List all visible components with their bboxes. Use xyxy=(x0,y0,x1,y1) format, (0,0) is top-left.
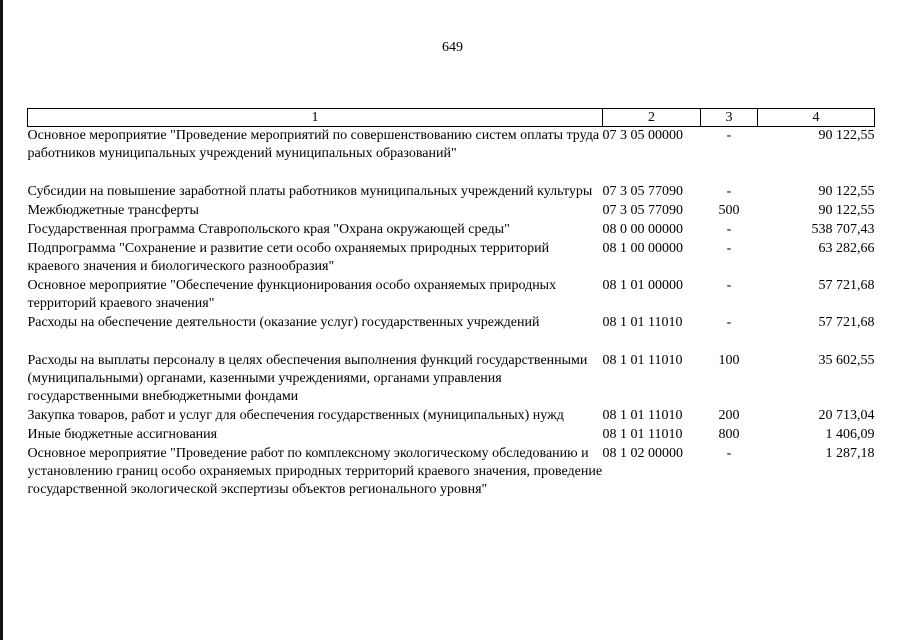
row-type: 500 xyxy=(718,203,740,218)
row-code: 07 3 05 77090 xyxy=(602,184,683,199)
row-amount: 57 721,68 xyxy=(818,315,875,330)
row-amount: 57 721,68 xyxy=(818,278,875,293)
table-row xyxy=(28,240,875,277)
column-header-name: 1 xyxy=(28,109,603,127)
table-row xyxy=(28,407,875,426)
row-code: 08 1 01 11010 xyxy=(602,427,683,442)
row-type: 100 xyxy=(718,353,740,368)
column-header-amount: 4 xyxy=(758,109,875,127)
row-code: 07 3 05 00000 xyxy=(602,128,683,143)
row-name: Основное мероприятие "Проведение мероприятий по совершенствованию систем оплаты труда работников муниципальных учреждений муниципальных образований" xyxy=(27,128,600,161)
row-code: 08 1 01 11010 xyxy=(602,315,683,330)
table-row xyxy=(28,221,875,240)
row-type: - xyxy=(726,222,732,237)
row-code: 07 3 05 77090 xyxy=(602,203,683,218)
row-code: 08 1 01 11010 xyxy=(602,408,683,423)
row-amount: 90 122,55 xyxy=(818,203,875,218)
row-name: Основное мероприятие "Проведение работ по комплексному экологическому обследованию и установлению границ особо охраняемых природных территорий краевого значения, проведение государственной экологической экспертизы объектов регионального уровня" xyxy=(27,446,603,497)
table-row xyxy=(28,445,875,500)
row-amount: 90 122,55 xyxy=(818,184,875,199)
row-amount: 20 713,04 xyxy=(818,408,875,423)
table-row xyxy=(28,183,875,202)
row-type: - xyxy=(726,315,732,330)
table-row xyxy=(28,314,875,352)
row-amount: 1 406,09 xyxy=(825,427,875,442)
row-code: 08 1 00 00000 xyxy=(602,241,683,256)
row-name: Основное мероприятие "Обеспечение функционирования особо охраняемых природных территорий краевого значения" xyxy=(27,278,557,311)
column-header-code: 2 xyxy=(603,109,701,127)
row-type: 800 xyxy=(718,427,740,442)
row-code: 08 0 00 00000 xyxy=(602,222,683,237)
table-row xyxy=(28,426,875,445)
row-code: 08 1 01 11010 xyxy=(602,353,683,368)
column-header-type: 3 xyxy=(701,109,758,127)
row-type: - xyxy=(726,241,732,256)
row-name: Субсидии на повышение заработной платы работников муниципальных учреждений культуры xyxy=(27,184,593,199)
row-type: - xyxy=(726,446,732,461)
row-type: - xyxy=(726,184,732,199)
row-name: Государственная программа Ставропольского края "Охрана окружающей среды" xyxy=(27,222,510,237)
row-amount: 1 287,18 xyxy=(825,446,875,461)
table-row xyxy=(28,202,875,221)
row-code: 08 1 02 00000 xyxy=(602,446,683,461)
row-name: Расходы на обеспечение деятельности (оказание услуг) государственных учреждений xyxy=(27,315,540,330)
row-name: Расходы на выплаты персоналу в целях обеспечения выполнения функций государственными (муниципальными) органами, казенными учреждениями, органами управления государственными внебюджетными фондами xyxy=(27,353,588,404)
table-row xyxy=(28,277,875,314)
budget-table xyxy=(27,108,875,500)
table-row xyxy=(28,352,875,407)
row-code: 08 1 01 00000 xyxy=(602,278,683,293)
scan-edge xyxy=(0,0,3,640)
row-type: 200 xyxy=(718,408,740,423)
row-amount: 63 282,66 xyxy=(818,241,875,256)
table-row xyxy=(28,127,875,184)
row-name: Межбюджетные трансферты xyxy=(27,203,199,218)
row-name: Закупка товаров, работ и услуг для обеспечения государственных (муниципальных) нужд xyxy=(27,408,564,423)
row-type: - xyxy=(726,278,732,293)
row-amount: 90 122,55 xyxy=(818,128,875,143)
row-amount: 538 707,43 xyxy=(811,222,875,237)
row-type: - xyxy=(726,128,732,143)
row-amount: 35 602,55 xyxy=(818,353,875,368)
row-name: Иные бюджетные ассигнования xyxy=(27,427,218,442)
row-name: Подпрограмма "Сохранение и развитие сети особо охраняемых природных территорий краевого значения и биологического разнообразия" xyxy=(27,241,550,274)
header-row xyxy=(28,109,875,127)
page-number: 649 xyxy=(442,40,463,55)
